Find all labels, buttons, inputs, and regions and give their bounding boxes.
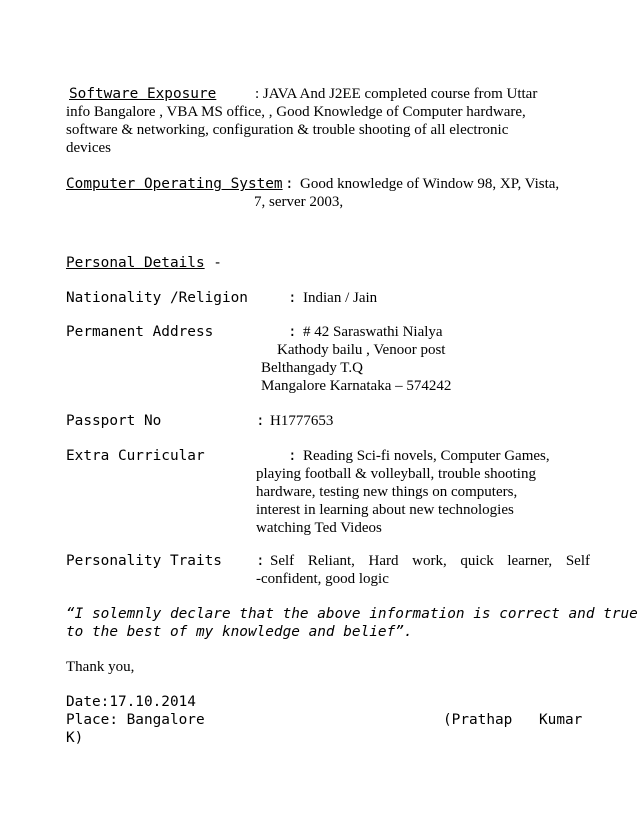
extra-curricular-line-5: watching Ted Videos xyxy=(256,520,382,536)
software-exposure-heading: Software Exposure xyxy=(69,86,217,102)
extra-curricular-line-3: hardware, testing new things on computers, xyxy=(256,484,518,500)
declaration-line-2: to the best of my knowledge and belief”. xyxy=(66,624,413,640)
nationality-colon: : xyxy=(288,290,297,306)
extra-curricular-line-1: Reading Sci-fi novels, Computer Games, xyxy=(303,448,550,464)
address-label: Permanent Address xyxy=(66,324,214,340)
declaration-line-1: “I solemnly declare that the above information is correct and true xyxy=(66,606,638,622)
address-colon: : xyxy=(288,324,297,340)
passport-colon: : xyxy=(256,413,265,429)
signature-name-part-3: K) xyxy=(66,730,84,746)
personality-label: Personality Traits xyxy=(66,553,222,569)
personal-details-heading xyxy=(66,255,222,271)
extra-curricular-line-4: interest in learning about new technologies xyxy=(256,502,514,518)
thank-you-text: Thank you, xyxy=(66,659,135,675)
software-exposure-line-3: software & networking, configuration & trouble shooting of all electronic xyxy=(66,122,509,138)
nationality-label: Nationality /Religion xyxy=(66,290,248,306)
software-exposure-line-2: info Bangalore , VBA MS office, , Good Knowledge of Computer hardware, xyxy=(66,104,526,120)
address-line-2: Kathody bailu , Venoor post xyxy=(277,342,446,358)
operating-system-line-2: 7, server 2003, xyxy=(254,194,344,210)
signature-name-part-2: Kumar xyxy=(539,712,583,728)
personality-colon: : xyxy=(256,553,265,569)
passport-label: Passport No xyxy=(66,413,162,429)
operating-system-line-1: Good knowledge of Window 98, XP, Vista, xyxy=(300,176,560,192)
operating-system-colon: : xyxy=(285,176,294,192)
address-line-1: # 42 Saraswathi Nialya xyxy=(303,324,443,340)
software-exposure-line-1: : JAVA And J2EE completed course from Uttar xyxy=(255,86,538,102)
software-exposure-line-4: devices xyxy=(66,140,111,156)
address-line-3: Belthangady T.Q xyxy=(261,360,363,376)
passport-value: H1777653 xyxy=(270,413,334,429)
signature-name-part-1: (Prathap xyxy=(443,712,513,728)
operating-system-heading: Computer Operating System xyxy=(66,176,283,192)
place-text: Place: Bangalore xyxy=(66,712,205,728)
personality-line-1: Self Reliant, Hard work, quick learner, Self xyxy=(270,553,590,569)
address-line-4: Mangalore Karnataka – 574242 xyxy=(261,378,452,394)
extra-curricular-line-2: playing football & volleyball, trouble shooting xyxy=(256,466,536,482)
personal-details-dash: - xyxy=(213,255,222,271)
date-text: Date:17.10.2014 xyxy=(66,694,196,710)
personal-details-heading-text: Personal Details xyxy=(66,255,205,271)
nationality-value: Indian / Jain xyxy=(303,290,378,306)
extra-curricular-label: Extra Curricular xyxy=(66,448,205,464)
personality-line-2: -confident, good logic xyxy=(256,571,389,587)
extra-curricular-colon: : xyxy=(288,448,297,464)
